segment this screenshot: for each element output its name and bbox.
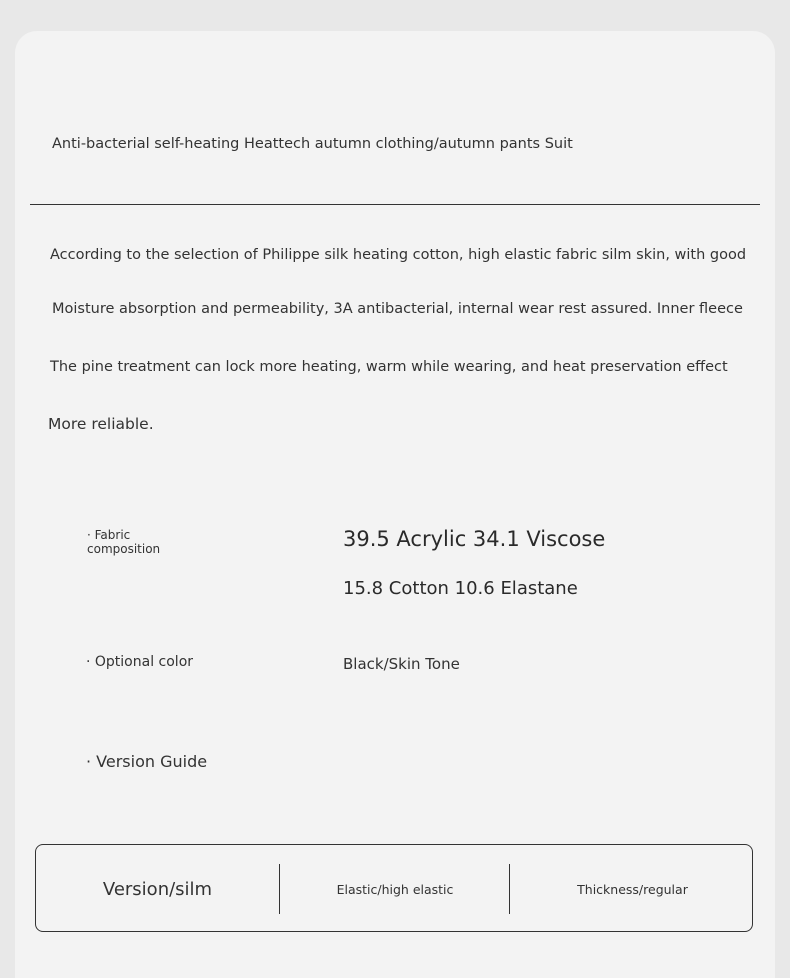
fabric-composition-value-2: 15.8 Cotton 10.6 Elastane [343, 578, 578, 599]
fabric-composition-label [87, 528, 207, 556]
fabric-label-line-2: composition [87, 542, 161, 556]
description-line-1: According to the selection of Philippe silk heating cotton, high elastic fabric silm skin, with good [50, 247, 747, 263]
version-cell: Version/silm [102, 878, 213, 900]
optional-color-value: Black/Skin Tone [343, 655, 460, 673]
optional-color-label: · Optional color [86, 654, 194, 670]
product-title: Anti-bacterial self-heating Heattech autumn clothing/autumn pants Suit [52, 136, 573, 152]
description-line-3: The pine treatment can lock more heating, warm while wearing, and heat preservation effect [50, 359, 728, 375]
thickness-cell: Thickness/regular [577, 881, 688, 897]
elastic-cell: Elastic/high elastic [336, 881, 454, 897]
content-card [15, 31, 775, 978]
title-divider [30, 204, 760, 205]
table-divider-2 [509, 864, 510, 914]
fabric-composition-value-1: 39.5 Acrylic 34.1 Viscose [343, 527, 606, 551]
description-line-4: More reliable. [48, 415, 154, 433]
fabric-label-line-1: · Fabric [87, 528, 131, 542]
description-line-2: Moisture absorption and permeability, 3A antibacterial, internal wear rest assured. Inner fleece [52, 301, 743, 317]
version-guide-label: · Version Guide [86, 752, 208, 771]
version-guide-table [35, 844, 753, 932]
